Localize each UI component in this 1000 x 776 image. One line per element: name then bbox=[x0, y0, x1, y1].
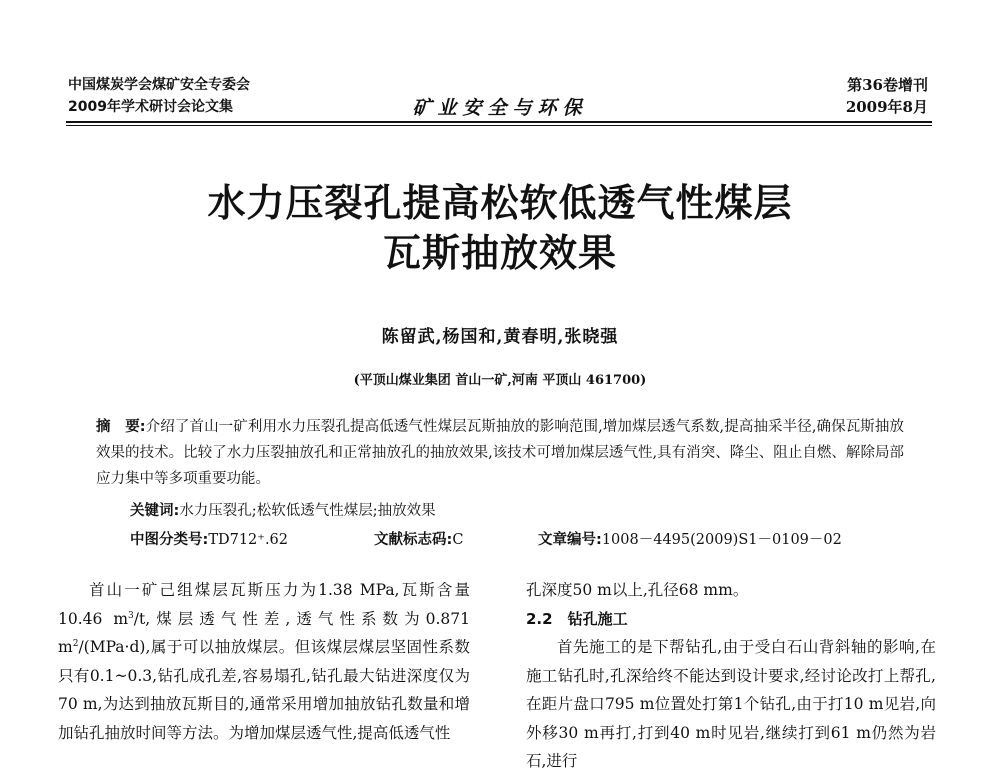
clc-label: 中图分类号: bbox=[130, 532, 209, 548]
header-right bbox=[846, 74, 928, 118]
authors: 陈留武,杨国和,黄春明,张晓强 bbox=[381, 327, 619, 347]
superscript: 2 bbox=[72, 638, 79, 649]
body-column-left bbox=[58, 576, 470, 747]
doc-value: C bbox=[452, 532, 464, 548]
section-heading: 2.2 钻孔施工 bbox=[526, 609, 628, 628]
affiliation: (平顶山煤业集团 首山一矿,河南 平顶山 461700) bbox=[353, 373, 647, 388]
body-column-right bbox=[526, 576, 936, 776]
keywords-label: 关键词: bbox=[130, 503, 180, 519]
body-paragraph: 首先施工的是下帮钻孔,由于受白石山背斜轴的影响,在施工钻孔时,孔深给终不能达到设计要求,经讨论改打上帮孔,在距片盘口795 m位置处打第1个钻孔,由于打10 m见岩,向外移30 m再打,打到40 m时见岩,继续打到61 m仍然为岩石,进行 bbox=[526, 638, 936, 770]
keywords-text: 水力压裂孔;松软低透气性煤层;抽放效果 bbox=[179, 503, 436, 519]
body-paragraph bbox=[58, 576, 470, 747]
keywords bbox=[130, 499, 436, 523]
article-number bbox=[538, 528, 842, 552]
header-volume: 第36卷增刊 bbox=[847, 76, 928, 94]
doc-label: 文献标志码: bbox=[374, 532, 453, 548]
abstract-label: 摘 要: bbox=[96, 419, 146, 435]
header-rule-thick bbox=[66, 121, 932, 123]
header-org-line2: 2009年学术研讨会论文集 bbox=[68, 99, 233, 115]
doc-code bbox=[374, 528, 463, 552]
body-text: /t,煤层透气性差,透气性系数为0.871 m bbox=[58, 609, 470, 656]
clc-number bbox=[130, 528, 288, 552]
body-text: /(MPa·d),属于可以抽放煤层。但该煤层煤层坚固性系数只有0.1~0.3,钻孔成孔差,容易塌孔,钻孔最大钻进深度仅为70 m,为达到抽放瓦斯目的,通常采用增加抽放钻孔数量和增加钻孔抽放时间等方法。为增加煤层透气性,提高低透气性 bbox=[58, 638, 470, 742]
article-label: 文章编号: bbox=[538, 532, 602, 548]
superscript: 3 bbox=[128, 610, 134, 621]
clc-value: TD712⁺.62 bbox=[208, 532, 288, 548]
header-org-line1: 中国煤炭学会煤矿安全专委会 bbox=[68, 77, 250, 93]
journal-name: 矿业安全与环保 bbox=[412, 97, 588, 119]
paper-title bbox=[0, 178, 1000, 278]
article-value: 1008－4495(2009)S1－0109－02 bbox=[601, 532, 842, 548]
body-paragraph: 孔深度50 m以上,孔径68 mm。 bbox=[526, 581, 749, 599]
title-line1: 水力压裂孔提高松软低透气性煤层 bbox=[207, 181, 793, 225]
title-line2: 瓦斯抽放效果 bbox=[382, 231, 617, 275]
body-text: 首山一矿己组煤层瓦斯压力为1.38 MPa,瓦斯含量10.46 m bbox=[58, 581, 470, 628]
header-date: 2009年8月 bbox=[845, 98, 928, 116]
header-rule-thin bbox=[66, 125, 932, 126]
abstract-text: 介绍了首山一矿利用水力压裂孔提高低透气性煤层瓦斯抽放的影响范围,增加煤层透气系数,提高抽采半径,确保瓦斯抽放效果的技术。比较了水力压裂抽放孔和正常抽放孔的抽放效果,该技术可增加煤层透气性,具有消突、降尘、阻止自燃、解除局部应力集中等多项重要功能。 bbox=[96, 419, 904, 487]
abstract bbox=[96, 414, 904, 492]
